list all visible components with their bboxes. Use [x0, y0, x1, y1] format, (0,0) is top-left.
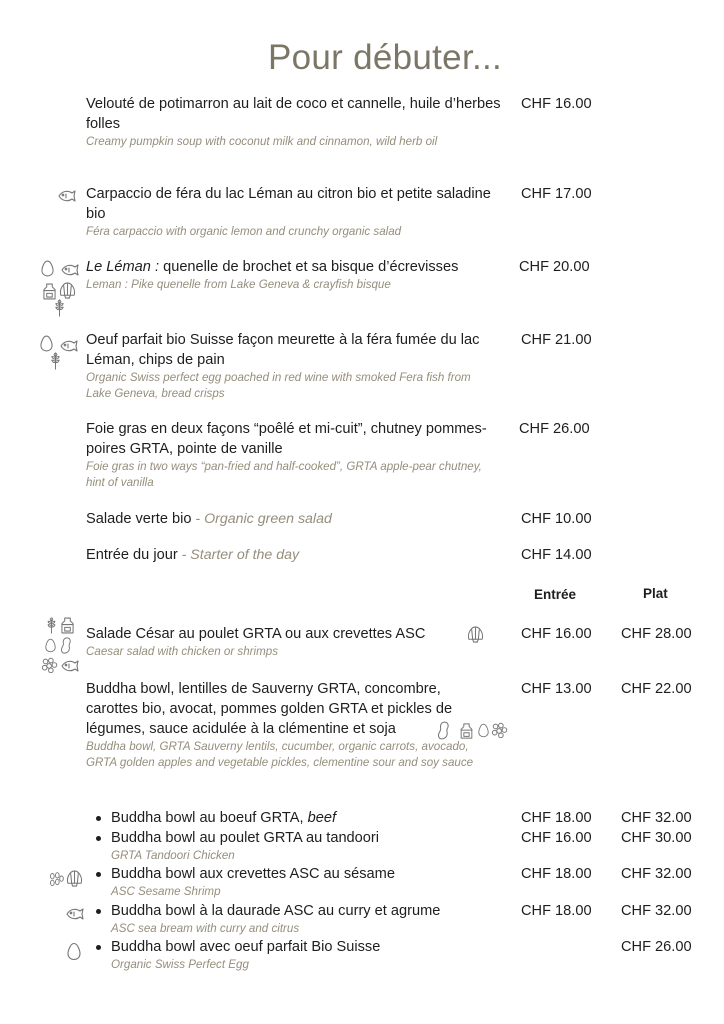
shellfish-icon	[59, 282, 76, 299]
price-plat: CHF 22.00	[621, 681, 692, 697]
item-name-line: Buddha bowl, lentilles de Sauverny GRTA, concombre,	[86, 681, 441, 697]
item-name: Le Léman : quenelle de brochet et sa bisque d’écrevisses	[86, 259, 459, 275]
milk-icon	[460, 723, 473, 739]
item-translation: - Organic green salad	[191, 511, 332, 527]
price-plat: CHF 30.00	[621, 830, 692, 846]
fish-icon	[58, 339, 78, 353]
item-name-line: carottes bio, avocat, pommes golden GRTA et pickles de	[86, 701, 453, 717]
price-entree: CHF 18.00	[521, 810, 592, 826]
menu-item-foie-gras	[86, 419, 496, 491]
item-price: CHF 10.00	[521, 511, 592, 527]
item-price: CHF 17.00	[521, 186, 592, 202]
item-translation: - Starter of the day	[177, 547, 300, 563]
price-entree: CHF 16.00	[521, 830, 592, 846]
variant-boeuf	[111, 808, 511, 828]
price-plat: CHF 32.00	[621, 810, 692, 826]
price-entree: CHF 13.00	[521, 681, 592, 697]
item-name: Salade César au poulet GRTA ou aux crevettes ASC	[86, 626, 426, 642]
item-name: Carpaccio de féra du lac Léman au citron bio et petite saladine bio	[86, 186, 491, 222]
fish-icon	[56, 189, 76, 203]
page-title: Pour débuter...	[267, 38, 503, 77]
menu-item-veloute	[86, 94, 506, 150]
variant-name: Buddha bowl à la daurade ASC au curry et agrume	[111, 901, 511, 921]
menu-item-entree-du-jour: Entrée du jour - Starter of the day	[86, 547, 300, 563]
peanut-icon	[437, 721, 450, 740]
item-price: CHF 26.00	[519, 421, 590, 437]
item-translation: Leman : Pike quenelle from Lake Geneva & crayfish bisque	[86, 278, 391, 291]
shellfish-icon	[467, 626, 484, 643]
fish-icon	[59, 263, 79, 277]
price-plat: CHF 32.00	[621, 903, 692, 919]
price-entree: CHF 18.00	[521, 866, 592, 882]
variant-oeuf	[111, 937, 511, 973]
item-price: CHF 16.00	[521, 96, 592, 112]
variant-name: Buddha bowl au boeuf GRTA, beef	[111, 808, 511, 828]
shellfish-icon	[66, 870, 83, 887]
sesame-icon	[48, 872, 65, 887]
variant-translation: Organic Swiss Perfect Egg	[111, 958, 249, 971]
peanut-icon	[60, 637, 72, 654]
wheat-icon	[46, 617, 57, 634]
price-plat: CHF 28.00	[621, 626, 692, 642]
egg-icon	[478, 723, 489, 738]
price-entree: CHF 16.00	[521, 626, 592, 642]
variant-translation: ASC sea bream with curry and citrus	[111, 922, 300, 935]
price-plat: CHF 32.00	[621, 866, 692, 882]
variant-translation: ASC Sesame Shrimp	[111, 885, 221, 898]
wheat-icon	[54, 299, 65, 317]
column-header-entree: Entrée	[534, 587, 577, 602]
item-translation: Organic Swiss perfect egg poached in red wine with smoked Fera fish from Lake Geneva, bread crisps	[86, 371, 471, 400]
menu-item-cesar	[86, 624, 506, 660]
milk-icon	[43, 283, 56, 300]
column-header-plat: Plat	[643, 586, 668, 601]
item-price: CHF 14.00	[521, 547, 592, 563]
menu-item-salade-verte: Salade verte bio - Organic green salad	[86, 511, 332, 527]
wheat-icon	[50, 352, 61, 370]
item-price: CHF 20.00	[519, 259, 590, 275]
item-translation: Buddha bowl, GRTA Sauverny lentils, cucumber, organic carrots, avocado, GRTA golden apples and vegetable pickles, clementine sour and soy sauce	[86, 740, 474, 769]
variant-name: Buddha bowl avec oeuf parfait Bio Suisse	[111, 937, 511, 957]
menu-item-leman	[86, 257, 496, 293]
variant-translation: GRTA Tandoori Chicken	[111, 849, 235, 862]
egg-icon	[40, 335, 53, 352]
variant-name: Buddha bowl au poulet GRTA au tandoori	[111, 828, 511, 848]
variant-name: Buddha bowl aux crevettes ASC au sésame	[111, 864, 511, 884]
egg-icon	[45, 638, 56, 653]
mustard-icon	[491, 722, 509, 738]
item-translation: Foie gras in two ways “pan-fried and half-cooked”, GRTA apple-pear chutney, hint of vanilla	[86, 460, 482, 489]
egg-icon	[67, 942, 81, 961]
variant-crevettes	[111, 864, 511, 900]
item-name: Oeuf parfait bio Suisse façon meurette à la féra fumée du lac Léman, chips de pain	[86, 332, 480, 368]
item-translation: Féra carpaccio with organic lemon and crunchy organic salad	[86, 225, 402, 238]
item-name-line: légumes, sauce acidulée à la clémentine et soja	[86, 721, 396, 737]
item-translation: Caesar salad with chicken or shrimps	[86, 645, 279, 658]
egg-icon	[41, 260, 54, 277]
item-price: CHF 21.00	[521, 332, 592, 348]
fish-icon	[59, 659, 79, 673]
fish-icon	[64, 907, 84, 921]
variant-daurade	[111, 901, 511, 937]
item-name: Velouté de potimarron au lait de coco et cannelle, huile d’herbes folles	[86, 96, 501, 132]
price-plat: CHF 26.00	[621, 939, 692, 955]
price-entree: CHF 18.00	[521, 903, 592, 919]
item-translation: Creamy pumpkin soup with coconut milk and cinnamon, wild herb oil	[86, 135, 438, 148]
menu-item-carpaccio	[86, 184, 496, 240]
item-name: Foie gras en deux façons “poêlé et mi-cuit”, chutney pommes-poires GRTA, pointe de vanille	[86, 421, 487, 457]
milk-icon	[61, 617, 74, 634]
menu-item-oeuf-parfait	[86, 330, 496, 402]
variant-poulet	[111, 828, 511, 864]
mustard-icon	[41, 657, 59, 673]
